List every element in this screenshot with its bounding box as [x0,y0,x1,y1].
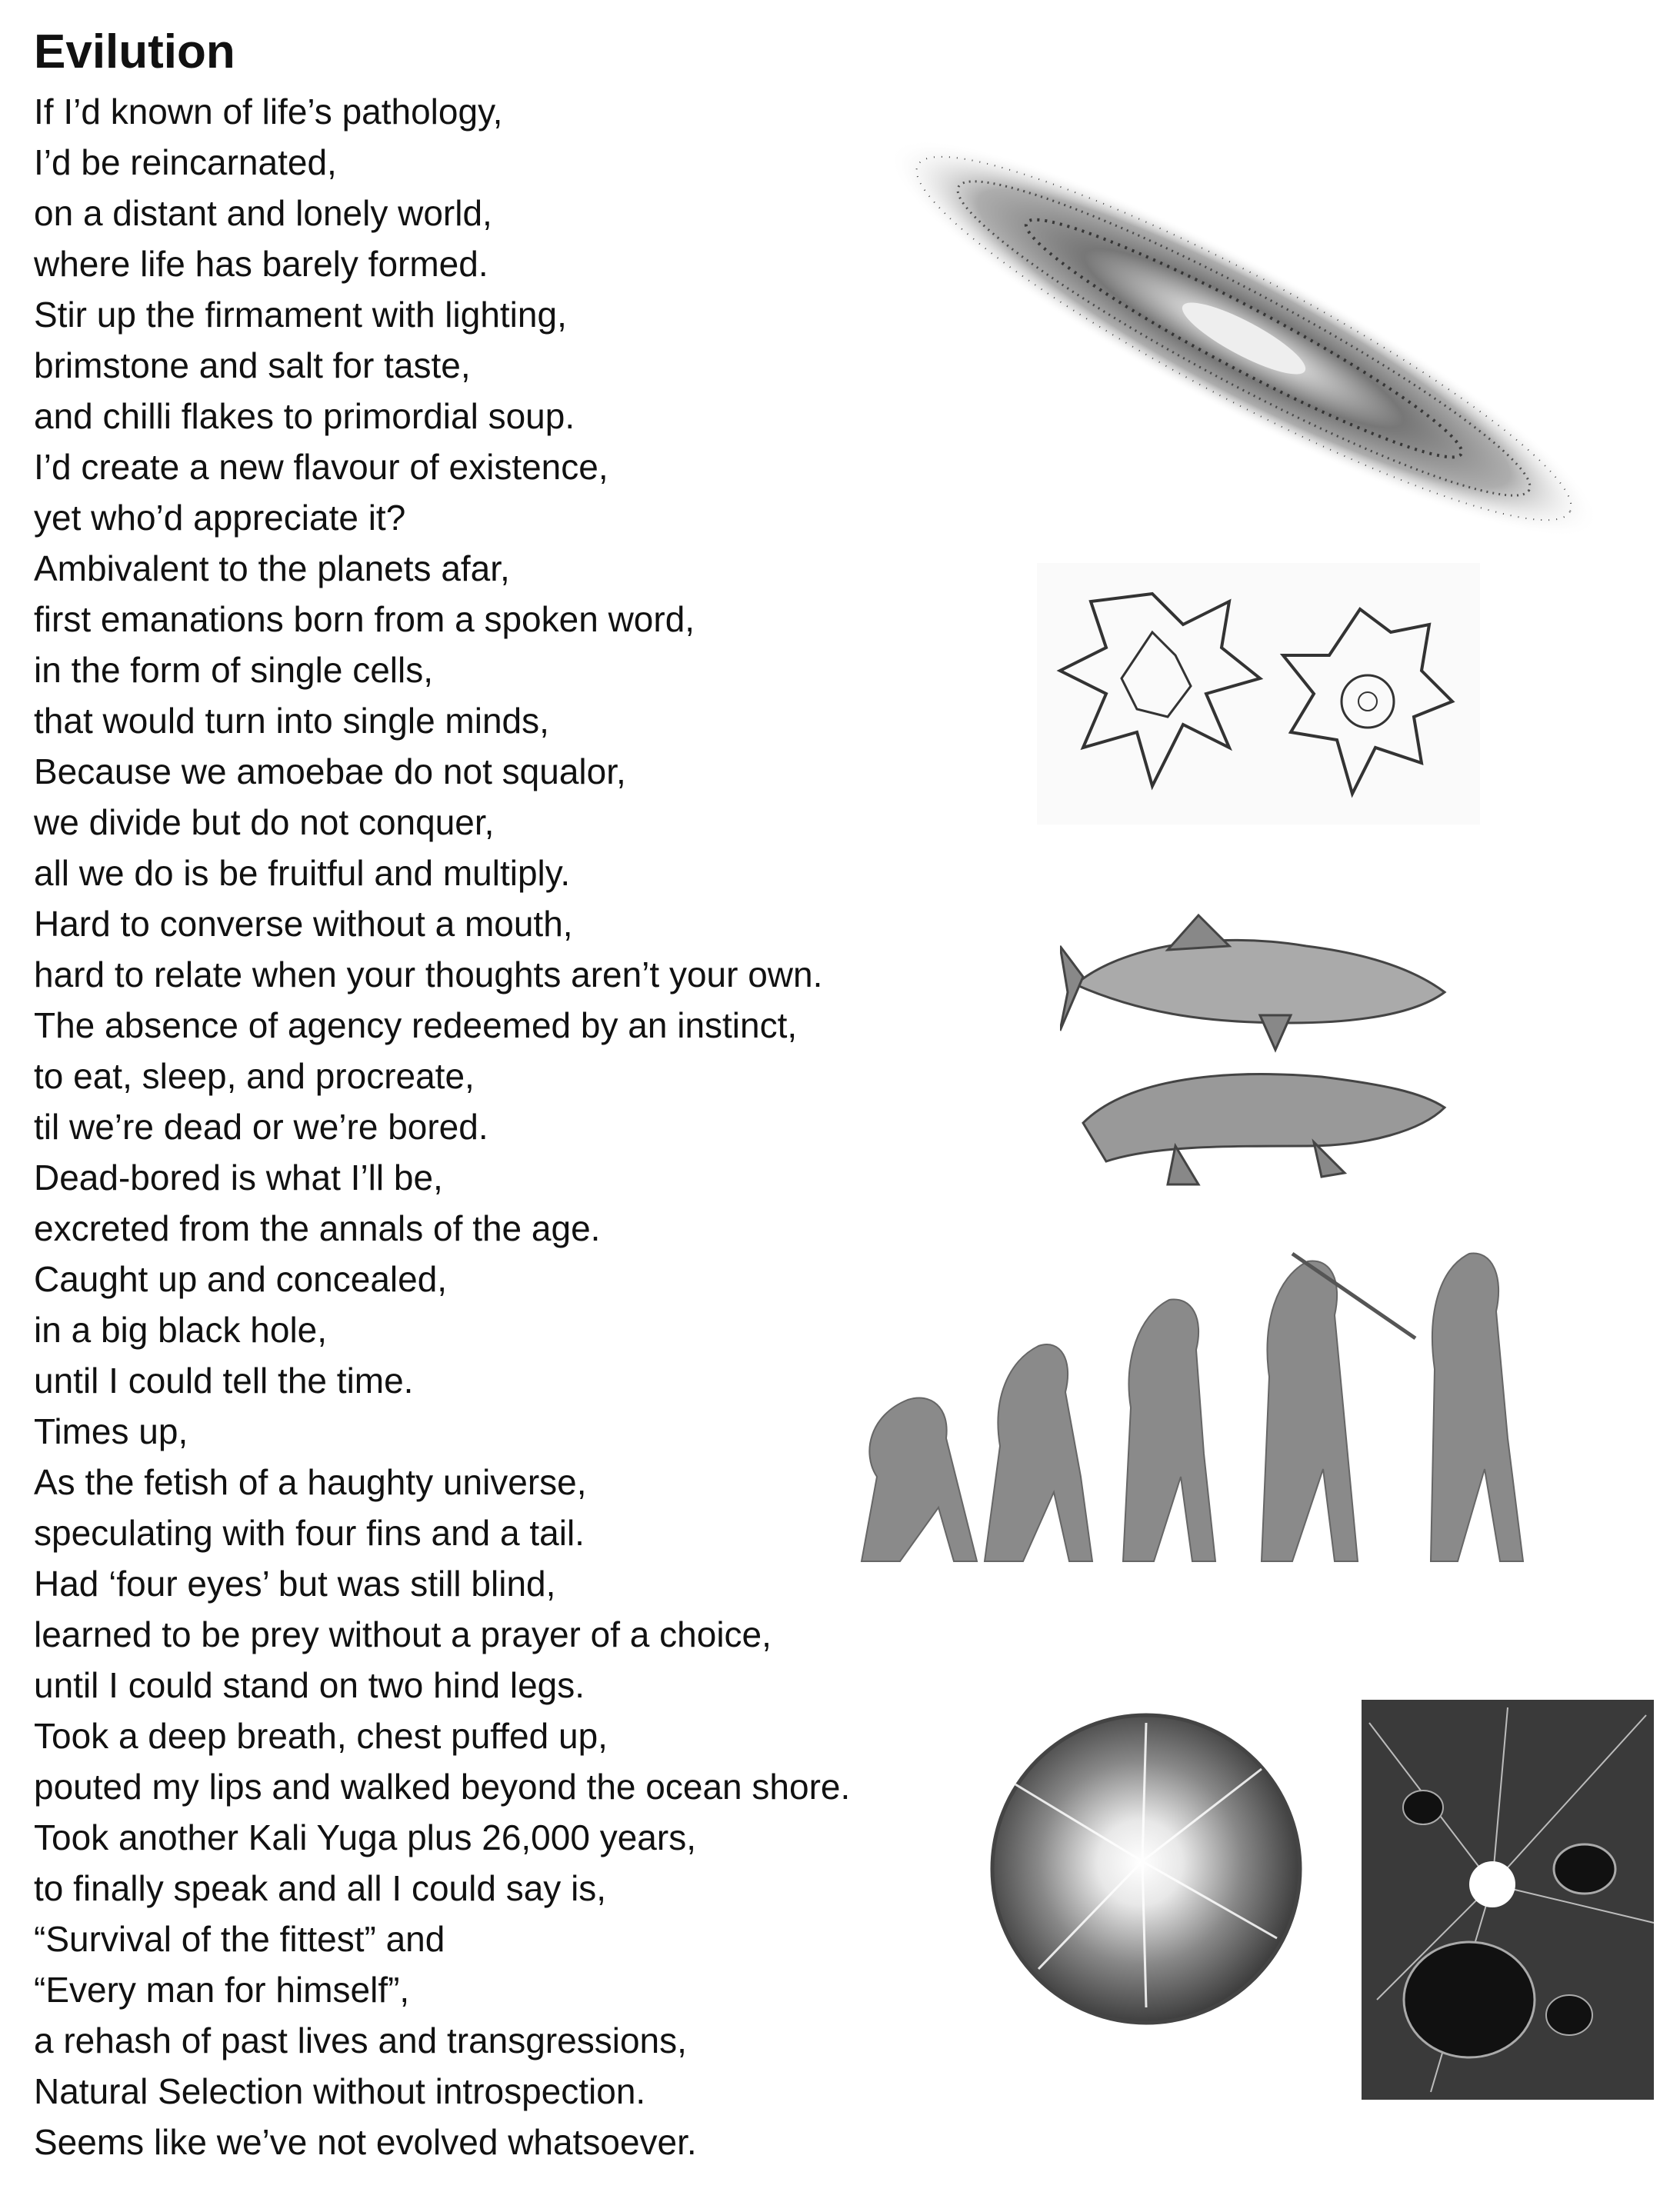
poem-line: The absence of agency redeemed by an instinct, [34,1005,798,1045]
poem-line: Seems like we’ve not evolved whatsoever. [34,2122,697,2162]
planet-illustration [969,1692,1323,2046]
poem-line: a rehash of past lives and transgressions, [34,2020,687,2060]
poem-line: to eat, sleep, and procreate, [34,1056,475,1096]
poem-line: hard to relate when your thoughts aren’t your own. [34,954,823,994]
poem-line: Caught up and concealed, [34,1259,448,1299]
poem-line: Ambivalent to the planets afar, [34,548,510,588]
poem-line: on a distant and lonely world, [34,193,492,233]
poem-line: until I could stand on two hind legs. [34,1665,585,1705]
poem-line: Took a deep breath, chest puffed up, [34,1716,608,1756]
poem-line: speculating with four fins and a tail. [34,1513,585,1553]
poem-title: Evilution [34,25,235,78]
poem-line: Took another Kali Yuga plus 26,000 years, [34,1817,696,1857]
poem-line: til we’re dead or we’re bored. [34,1107,488,1147]
poem-line: we divide but do not conquer, [34,802,495,842]
poem-line: Natural Selection without introspection. [34,2071,646,2111]
poem-line: If I’d known of life’s pathology, [34,92,503,132]
poem-line: I’d create a new flavour of existence, [34,447,608,487]
poem-line: to finally speak and all I could say is, [34,1868,607,1908]
fish-amphibian-illustration [1060,900,1460,1208]
poem-line: Hard to converse without a mouth, [34,904,573,944]
poem-line: Dead-bored is what I’ll be, [34,1158,443,1198]
evolution-march-illustration [815,1223,1615,1577]
poem-line: I’d be reincarnated, [34,142,337,182]
poem-line: Had ‘four eyes’ but was still blind, [34,1564,556,1604]
poem-line: in a big black hole, [34,1310,328,1350]
poem-line: “Survival of the fittest” and [34,1919,445,1959]
poem-body [34,86,942,2167]
poem-line: in the form of single cells, [34,650,434,690]
poem-line: yet who’d appreciate it? [34,498,406,538]
explosion-illustration [1354,1692,1662,2107]
poem-line: “Every man for himself”, [34,1970,410,2010]
poem-line: that would turn into single minds, [34,701,549,741]
poem-line: pouted my lips and walked beyond the ocean shore. [34,1767,851,1807]
poem-line: where life has barely formed. [34,244,488,284]
galaxy-illustration [808,85,1680,577]
poem-line: all we do is be fruitful and multiply. [34,853,571,893]
poem-line: and chilli flakes to primordial soup. [34,396,575,436]
poem-line: learned to be prey without a prayer of a choice, [34,1614,772,1654]
poem-line: Because we amoebae do not squalor, [34,751,626,791]
poem-line: until I could tell the time. [34,1361,414,1401]
poem-line: first emanations born from a spoken word, [34,599,695,639]
poem-line: brimstone and salt for taste, [34,345,471,385]
poem-line: Times up, [34,1411,188,1451]
poem-line: As the fetish of a haughty universe, [34,1462,587,1502]
amoebae-illustration [1037,563,1480,824]
poem-line: excreted from the annals of the age. [34,1208,601,1248]
poem-line: Stir up the firmament with lighting, [34,295,567,335]
